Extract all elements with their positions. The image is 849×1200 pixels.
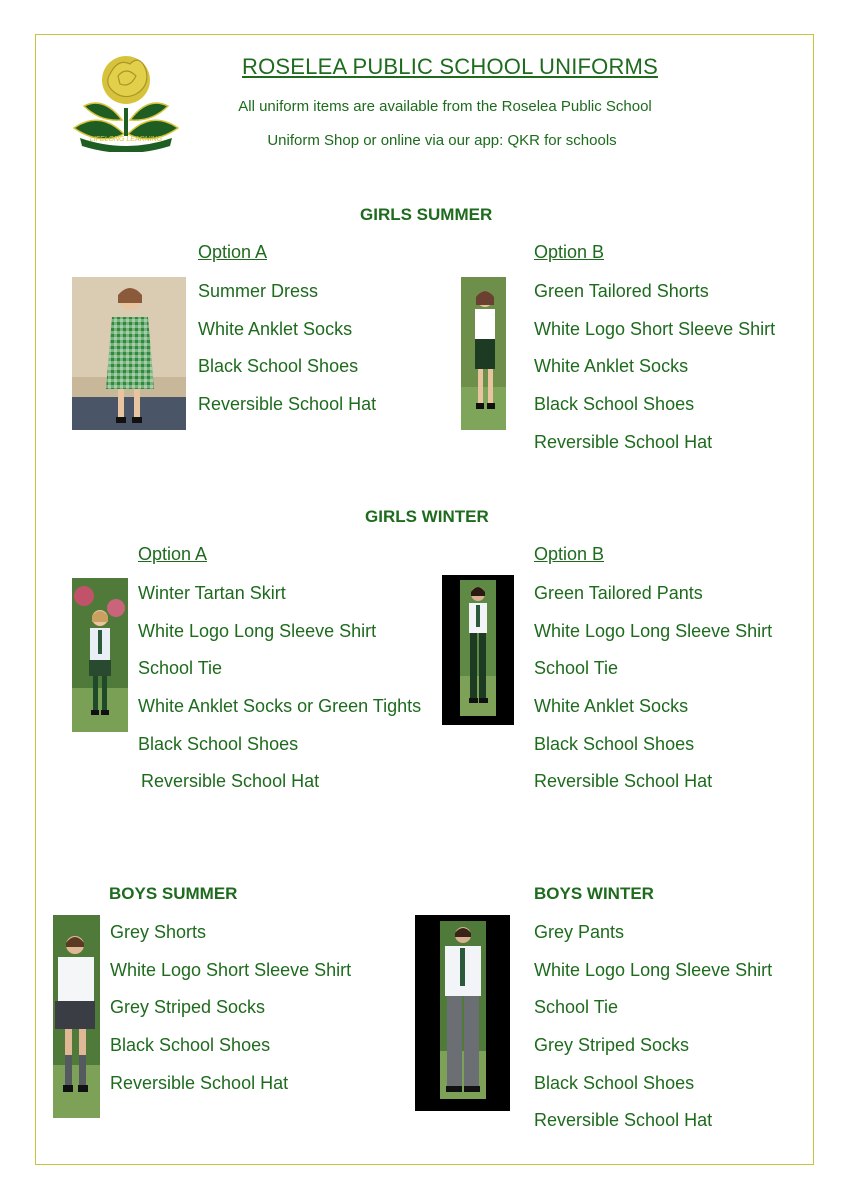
list-item: Black School Shoes [198,356,359,377]
page-title: ROSELEA PUBLIC SCHOOL UNIFORMS [242,54,658,79]
list-item: School Tie [534,997,619,1018]
subtitle-line-1: All uniform items are available from the Roselea Public School [238,98,652,115]
list-item: White Logo Short Sleeve Shirt [110,959,352,980]
list-item: White Logo Long Sleeve Shirt [534,620,773,641]
list-item: Reversible School Hat [534,1110,713,1131]
girls-winter-heading: GIRLS WINTER [365,507,489,526]
list-item: Black School Shoes [534,394,695,415]
logo-banner-text: LIFELONG LEARNING [89,136,163,143]
girls-winter-option-b-photo [460,580,496,716]
list-item: Winter Tartan Skirt [138,583,286,603]
boys-summer-list [110,919,351,1107]
list-item: Green Tailored Pants [534,583,703,603]
boys-winter-list [534,919,772,1145]
list-item: Grey Pants [534,922,625,942]
subtitle-line-2: Uniform Shop or online via our app: QKR for schools [267,132,617,149]
list-item: Black School Shoes [138,733,299,754]
girls-winter-option-a-photo [72,578,128,732]
list-item: White Anklet Socks or Green Tights [138,696,422,717]
list-item: White Logo Long Sleeve Shirt [138,620,377,641]
list-item: White Anklet Socks [198,318,353,339]
girls-winter-option-a-list [138,580,421,806]
girls-summer-option-a-photo [72,277,186,430]
list-item: Grey Striped Socks [110,997,266,1018]
list-item: Green Tailored Shorts [534,281,709,301]
girls-winter-option-b-list [534,580,772,806]
girls-winter-option-a-label: Option A [138,544,208,564]
girls-summer-option-b-list [534,278,775,466]
list-item: Summer Dress [198,281,319,301]
list-item: Reversible School Hat [198,394,377,415]
list-item: Reversible School Hat [534,771,713,792]
girls-summer-option-b-photo [461,277,506,430]
list-item: Reversible School Hat [110,1072,289,1093]
list-item: White Logo Long Sleeve Shirt [534,959,773,980]
list-item: Grey Striped Socks [534,1035,690,1056]
boys-winter-photo [440,921,486,1099]
list-item: Black School Shoes [534,1072,695,1093]
list-item: Black School Shoes [534,733,695,754]
boys-winter-heading: BOYS WINTER [534,884,654,903]
girls-winter-option-b-label: Option B [534,544,605,564]
list-item: White Logo Short Sleeve Shirt [534,318,776,339]
list-item: Grey Shorts [110,922,207,942]
list-item: School Tie [534,658,619,679]
list-item: Reversible School Hat [534,431,713,452]
girls-summer-option-a-label: Option A [198,242,268,262]
girls-summer-heading: GIRLS SUMMER [360,205,493,224]
girls-summer-option-b-label: Option B [534,242,605,262]
boys-summer-photo [53,915,100,1118]
girls-summer-option-a-list [198,278,376,429]
list-item: White Anklet Socks [534,696,689,717]
boys-summer-heading: BOYS SUMMER [109,884,238,903]
list-item: White Anklet Socks [534,356,689,377]
list-item: School Tie [138,658,223,679]
list-item: Black School Shoes [110,1035,271,1056]
list-item: Reversible School Hat [141,771,320,792]
